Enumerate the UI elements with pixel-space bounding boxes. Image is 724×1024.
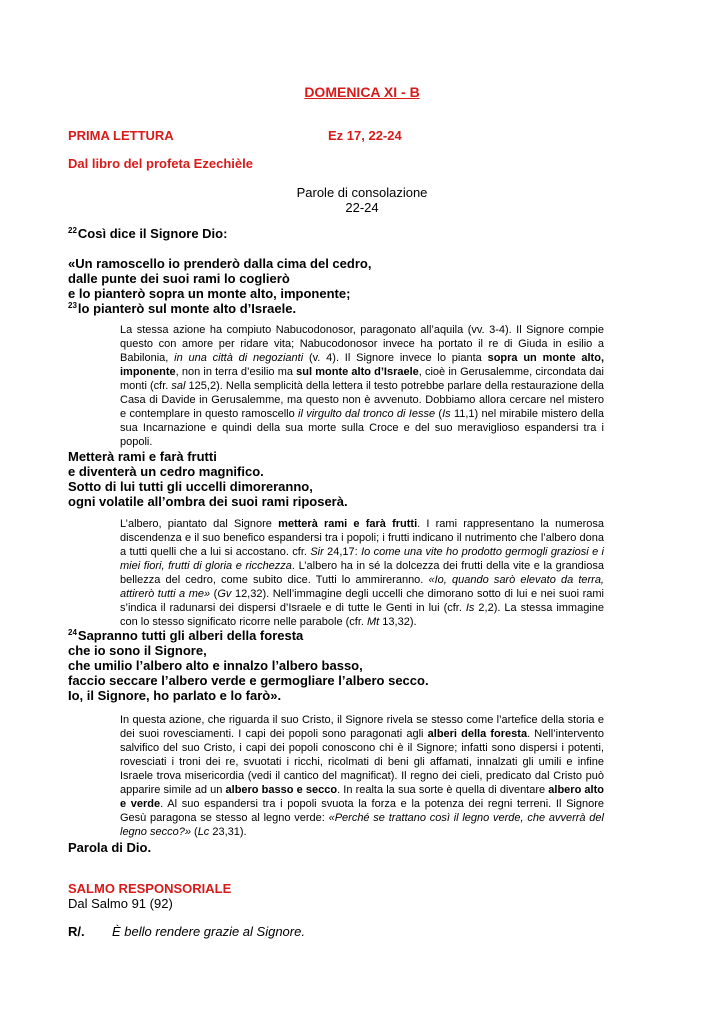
reading-subtitle: [250, 185, 474, 215]
verse-line: dalle punte dei suoi rami lo coglierò: [68, 271, 290, 286]
comment-text: In questa azione, che riguarda il suo Cristo, il Signore rivela se stesso come l’artefice della storia e dei suoi rovesciamenti. I capi dei popoli sono paragonati agli: [120, 714, 604, 740]
response-label: R/.: [68, 924, 85, 939]
closing-formula: Parola di Dio.: [68, 840, 152, 855]
verse-line: faccio seccare l’albero verde e germogliare l’albero secco.: [68, 673, 429, 688]
verse-line-text: lo pianterò sul monte alto d’Israele.: [77, 301, 297, 316]
verse-line: [68, 628, 488, 643]
comment-bold: metterà rami e farà frutti: [278, 518, 418, 530]
reading-label: PRIMA LETTURA: [68, 128, 174, 143]
verse-line: Io, il Signore, ho parlato e lo farò».: [68, 688, 282, 703]
comment-italic: in una città di negozianti: [174, 352, 304, 364]
response-text: È bello rendere grazie al Signore.: [112, 924, 305, 939]
comment-italic: Lc: [197, 826, 210, 838]
comment-text: , non in terra d’esilio ma: [175, 366, 297, 378]
comment-italic: Is: [465, 602, 475, 614]
comment-text: 2,2). La stessa immagine con lo stesso significato ricorre nelle parabole (cfr.: [120, 602, 604, 628]
reading-source: Dal libro del profeta Ezechièle: [68, 156, 253, 171]
comment-italic: Is: [442, 408, 451, 420]
comment-bold: albero basso e secco: [225, 784, 338, 796]
comment-text: 13,32).: [379, 616, 417, 628]
verse-line: «Un ramoscello io prenderò dalla cima del cedro,: [68, 256, 372, 271]
verse-line: Sotto di lui tutti gli uccelli dimoreranno,: [68, 479, 313, 494]
comment-italic: «Perché se trattano così il legno verde, che avverrà del legno secco?»: [120, 812, 604, 838]
comment-italic: Mt: [367, 616, 380, 628]
comment-text: La stessa azione ha compiuto Nabucodonosor, paragonato all’aquila (vv. 3-4). Il Signore compie questo con amore per ridare vita; Nabucodonosor invece ha portato il re di Giuda in esilio a Babilonia,: [120, 324, 604, 364]
verse-line: e lo pianterò sopra un monte alto, imponente;: [68, 286, 351, 301]
comment-text: 24,17:: [323, 546, 362, 558]
subtitle-range: 22-24: [345, 200, 379, 215]
comment-text: , cioè in Gerusalemme, circondata dai monti (cfr.: [120, 366, 604, 392]
comment-text: 125,2). Nella semplicità della lettera il testo potrebbe parlare della restaurazione della Casa di Davide in Gerusalemme, ma questo non è avvenuto. Dobbiamo allora cercare nel mistero e contemplare in questo ramoscello: [120, 380, 604, 420]
comment-text: (: [210, 588, 218, 600]
comment-text: . I rami rappresentano la numerosa discendenza e il suo benefico espandersi tra i popoli; i frutti indicano il nutrimento che l’albero dona a tutti quelli che a lui si accostano. cfr.: [120, 518, 604, 558]
comment-text: (: [190, 826, 198, 838]
comment-text: . In realta la sua sorte è quella di diventare: [337, 784, 549, 796]
psalm-source: Dal Salmo 91 (92): [68, 896, 173, 911]
verse-line: ogni volatile all’ombra dei suoi rami riposerà.: [68, 494, 348, 509]
comment-text: . L’albero ha in sé la dolcezza dei frutti della vite e la grandiosa bellezza del cedro, come subito dice. Tutti lo ammireranno.: [120, 560, 604, 586]
psalm-label: SALMO RESPONSORIALE: [68, 881, 232, 896]
comment-italic: «Io, quando sarò elevato da terra, attirerò tutti a me»: [120, 574, 604, 600]
commentary-3: [120, 713, 604, 839]
comment-text: 23,31).: [209, 826, 247, 838]
verse-stanza-3: [68, 628, 488, 703]
verse-number: 23: [68, 301, 77, 310]
verse-line: e diventerà un cedro magnifico.: [68, 464, 264, 479]
comment-text: (: [435, 408, 443, 420]
comment-text: 12,32). Nell’immagine degli uccelli che dimorano sotto di lui e nei suoi rami s’indica il radunarsi dei dispersi d’Israele e di tutte le Genti in lui (cfr.: [120, 588, 604, 614]
verse-number: 24: [68, 628, 77, 637]
verse-line: che umilio l’albero alto e innalzo l’albero basso,: [68, 658, 363, 673]
commentary-1: [120, 323, 604, 449]
comment-bold: sul monte alto d’Israele: [296, 366, 419, 378]
verse-line: che io sono il Signore,: [68, 643, 207, 658]
comment-text: (v. 4). Il Signore invece lo pianta: [303, 352, 488, 364]
subtitle-line: Parole di consolazione: [296, 185, 428, 200]
verse-line: Metterà rami e farà frutti: [68, 449, 217, 464]
verse-line: [68, 301, 488, 316]
commentary-2: [120, 517, 604, 629]
comment-italic: il virgulto dal tronco di Iesse: [298, 408, 436, 420]
comment-italic: sal: [171, 380, 186, 392]
comment-text: L’albero, piantato dal Signore: [120, 518, 279, 530]
verse-stanza-2: [68, 449, 488, 509]
comment-text: . Nell’intervento salvifico del suo Cristo, i capi dei popoli conoscono chi è il Signore; infatti sono dispersi i potenti, rovesciati i troni dei re, svuotati i ricchi, ricolmati di beni gli affamati, innalzati gli umili e infine Israele trova misericordia (vedi il cantico del magnificat). Il regno dei cieli, predicato dal Cristo può apparire simile ad un: [120, 728, 604, 796]
page-title: DOMENICA XI - B: [304, 84, 420, 100]
verse-line-text: Sapranno tutti gli alberi della foresta: [77, 628, 304, 643]
verse-intro: [68, 226, 488, 241]
verse-number: 22: [68, 226, 77, 235]
reading-reference: Ez 17, 22-24: [328, 128, 402, 143]
comment-italic: Gv: [217, 588, 232, 600]
verse-stanza-1: [68, 256, 488, 316]
comment-bold: sopra un monte alto, imponente: [120, 352, 604, 378]
comment-italic: Io come una vite ho prodotto germogli graziosi e i miei fiori, frutti di gloria e ricchezza: [120, 546, 604, 572]
comment-text: 11,1) nel mirabile mistero della sua Incarnazione e quindi della sua morte sulla Croce e del suo meraviglioso espandersi tra i popoli.: [120, 408, 604, 448]
comment-bold: albero alto e verde: [120, 784, 604, 810]
comment-italic: Sir: [310, 546, 324, 558]
comment-bold: alberi della foresta: [427, 728, 528, 740]
comment-text: . Al suo espandersi tra i popoli svuota la forza e la potenza dei regni terreni. Il Signore Gesù paragona se stesso al legno verde:: [120, 798, 604, 824]
verse-text: Così dice il Signore Dio:: [77, 226, 228, 241]
